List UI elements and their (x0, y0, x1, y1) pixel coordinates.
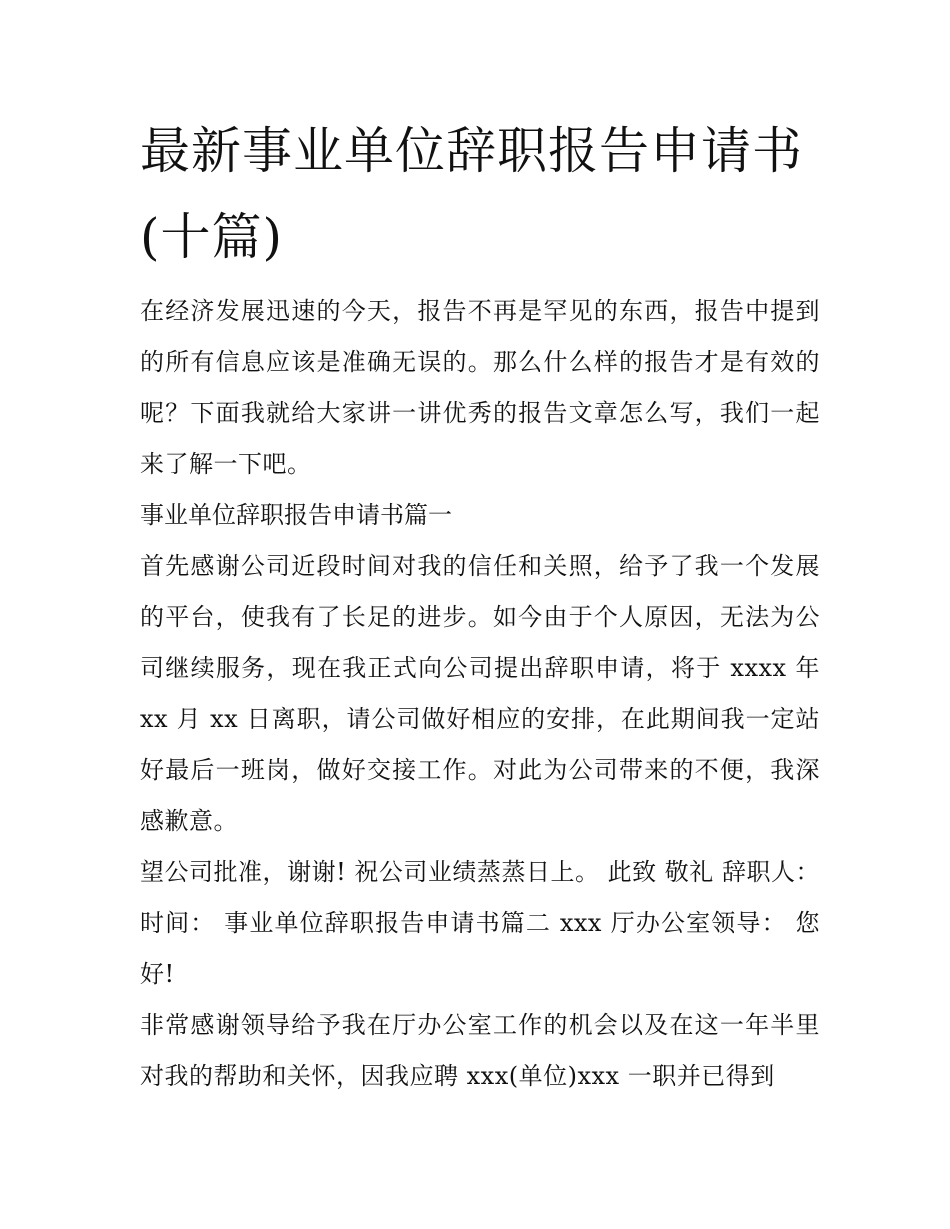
document-page (140, 108, 820, 1102)
intro-paragraph: 在经济发展迅速的今天，报告不再是罕见的东西，报告中提到的所有信息应该是准确无误的。那么什么样的报告才是有效的呢？下面我就给大家讲一讲优秀的报告文章怎么写，我们一起来了解一下吧。 (140, 297, 820, 478)
body-paragraph-2: 望公司批准，谢谢! 祝公司业绩蒸蒸日上。 此致 敬礼 辞职人： 时间： 事业单位辞职报告申请书篇二 xxx 厅办公室领导： 您好! (140, 858, 820, 988)
body-paragraph-3: 非常感谢领导给予我在厅办公室工作的机会以及在这一年半里对我的帮助和关怀，因我应聘 xxx(单位)xxx 一职并已得到 (140, 1011, 820, 1090)
body-paragraph-1: 首先感谢公司近段时间对我的信任和关照，给予了我一个发展的平台，使我有了长足的进步。如今由于个人原因，无法为公司继续服务，现在我正式向公司提出辞职申请，将于 xxxx 年 xx 月 xx 日离职，请公司做好相应的安排，在此期间我一定站好最后一班岗，做好交接工作。对此为公司带来的不便，我深感歉意。 (140, 552, 820, 835)
section-heading-1: 事业单位辞职报告申请书篇一 (140, 501, 452, 529)
document-title: 最新事业单位辞职报告申请书(十篇) (140, 122, 803, 266)
